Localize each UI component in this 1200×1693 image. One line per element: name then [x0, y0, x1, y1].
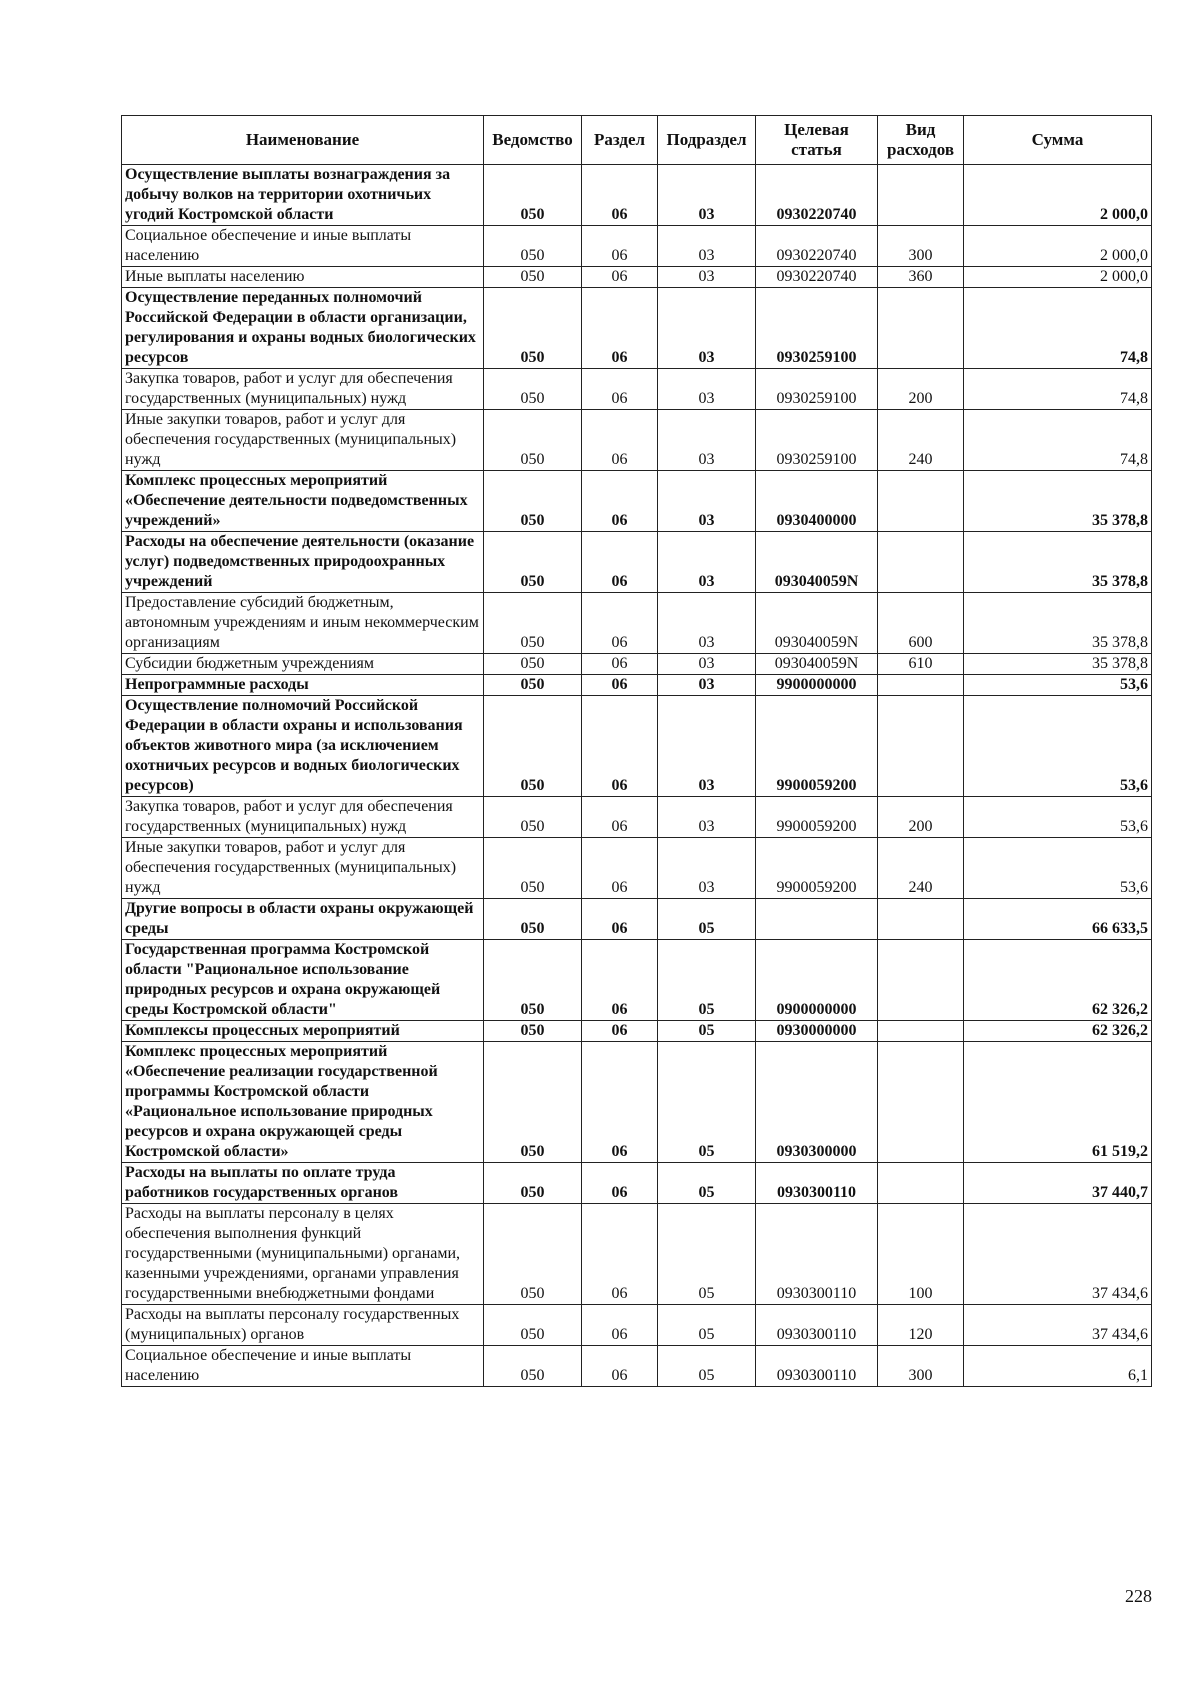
- cell-vid-raskhodov: 240: [878, 838, 964, 899]
- cell-celevaya-statya: 0930259100: [756, 369, 878, 410]
- cell-name: Расходы на выплаты персоналу государственных (муниципальных) органов: [122, 1305, 484, 1346]
- cell-podrazdel: 05: [658, 1204, 756, 1305]
- header-vid-raskhodov: Вид расходов: [878, 116, 964, 165]
- table-row: [122, 838, 1152, 899]
- cell-podrazdel: 03: [658, 369, 756, 410]
- cell-razdel: 06: [582, 838, 658, 899]
- cell-vid-raskhodov: 300: [878, 1346, 964, 1387]
- table-row: [122, 165, 1152, 226]
- cell-summa: 53,6: [964, 838, 1152, 899]
- cell-podrazdel: 03: [658, 797, 756, 838]
- cell-razdel: 06: [582, 410, 658, 471]
- cell-celevaya-statya: 0930220740: [756, 267, 878, 288]
- cell-celevaya-statya: 0930400000: [756, 471, 878, 532]
- cell-summa: 35 378,8: [964, 593, 1152, 654]
- cell-podrazdel: 03: [658, 675, 756, 696]
- cell-podrazdel: 03: [658, 838, 756, 899]
- cell-vedomstvo: 050: [484, 288, 582, 369]
- cell-razdel: 06: [582, 267, 658, 288]
- cell-celevaya-statya: 0930220740: [756, 226, 878, 267]
- cell-summa: 74,8: [964, 410, 1152, 471]
- cell-podrazdel: 03: [658, 593, 756, 654]
- cell-razdel: 06: [582, 675, 658, 696]
- table-row: [122, 1021, 1152, 1042]
- table-row: [122, 1204, 1152, 1305]
- cell-celevaya-statya: 0930300110: [756, 1346, 878, 1387]
- header-name: Наименование: [122, 116, 484, 165]
- cell-podrazdel: 03: [658, 654, 756, 675]
- cell-vid-raskhodov: [878, 696, 964, 797]
- cell-name: Непрограммные расходы: [122, 675, 484, 696]
- table-row: [122, 654, 1152, 675]
- header-celevaya-statya: Целевая статья: [756, 116, 878, 165]
- cell-celevaya-statya: 9900059200: [756, 696, 878, 797]
- table-row: [122, 797, 1152, 838]
- cell-podrazdel: 03: [658, 532, 756, 593]
- cell-podrazdel: 03: [658, 267, 756, 288]
- cell-name: Социальное обеспечение и иные выплаты населению: [122, 226, 484, 267]
- table-row: [122, 410, 1152, 471]
- cell-summa: 35 378,8: [964, 471, 1152, 532]
- cell-vedomstvo: 050: [484, 654, 582, 675]
- cell-celevaya-statya: 0930300110: [756, 1163, 878, 1204]
- cell-name: Расходы на выплаты персоналу в целях обеспечения выполнения функций государственными (муниципальными) органами, казенными учреждениями, органами управления государственными внебюджетными фондами: [122, 1204, 484, 1305]
- cell-celevaya-statya: 093040059N: [756, 654, 878, 675]
- cell-vid-raskhodov: [878, 288, 964, 369]
- cell-vedomstvo: 050: [484, 226, 582, 267]
- cell-celevaya-statya: 093040059N: [756, 532, 878, 593]
- cell-celevaya-statya: 0930300000: [756, 1042, 878, 1163]
- cell-summa: 2 000,0: [964, 165, 1152, 226]
- cell-name: Предоставление субсидий бюджетным, автономным учреждениям и иным некоммерческим организациям: [122, 593, 484, 654]
- cell-razdel: 06: [582, 797, 658, 838]
- cell-podrazdel: 05: [658, 1305, 756, 1346]
- cell-summa: 74,8: [964, 288, 1152, 369]
- cell-summa: 53,6: [964, 675, 1152, 696]
- cell-razdel: 06: [582, 899, 658, 940]
- cell-vedomstvo: 050: [484, 797, 582, 838]
- cell-razdel: 06: [582, 532, 658, 593]
- cell-vid-raskhodov: [878, 1021, 964, 1042]
- table-row: [122, 1346, 1152, 1387]
- cell-vid-raskhodov: [878, 940, 964, 1021]
- cell-summa: 37 434,6: [964, 1305, 1152, 1346]
- cell-vedomstvo: 050: [484, 1346, 582, 1387]
- cell-razdel: 06: [582, 165, 658, 226]
- header-razdel: Раздел: [582, 116, 658, 165]
- cell-vedomstvo: 050: [484, 940, 582, 1021]
- cell-summa: 53,6: [964, 696, 1152, 797]
- cell-vedomstvo: 050: [484, 1163, 582, 1204]
- header-vedomstvo: Ведомство: [484, 116, 582, 165]
- table-row: [122, 1042, 1152, 1163]
- cell-celevaya-statya: 9900059200: [756, 797, 878, 838]
- cell-name: Осуществление выплаты вознаграждения за добычу волков на территории охотничьих угодий Костромской области: [122, 165, 484, 226]
- table-row: [122, 471, 1152, 532]
- cell-celevaya-statya: 0930000000: [756, 1021, 878, 1042]
- cell-vedomstvo: 050: [484, 838, 582, 899]
- cell-summa: 74,8: [964, 369, 1152, 410]
- cell-podrazdel: 03: [658, 696, 756, 797]
- cell-razdel: 06: [582, 1305, 658, 1346]
- cell-podrazdel: 05: [658, 1163, 756, 1204]
- cell-vid-raskhodov: 120: [878, 1305, 964, 1346]
- cell-vedomstvo: 050: [484, 165, 582, 226]
- cell-vid-raskhodov: [878, 1163, 964, 1204]
- cell-vedomstvo: 050: [484, 593, 582, 654]
- cell-summa: 6,1: [964, 1346, 1152, 1387]
- cell-razdel: 06: [582, 471, 658, 532]
- cell-podrazdel: 03: [658, 165, 756, 226]
- cell-celevaya-statya: 0930300110: [756, 1305, 878, 1346]
- cell-razdel: 06: [582, 369, 658, 410]
- cell-name: Закупка товаров, работ и услуг для обеспечения государственных (муниципальных) нужд: [122, 369, 484, 410]
- cell-name: Иные закупки товаров, работ и услуг для обеспечения государственных (муниципальных) нужд: [122, 410, 484, 471]
- table-row: [122, 267, 1152, 288]
- cell-vedomstvo: 050: [484, 532, 582, 593]
- table-row: [122, 288, 1152, 369]
- cell-vid-raskhodov: [878, 165, 964, 226]
- table-row: [122, 696, 1152, 797]
- cell-podrazdel: 03: [658, 288, 756, 369]
- cell-name: Расходы на обеспечение деятельности (оказание услуг) подведомственных природоохранных учреждений: [122, 532, 484, 593]
- table-row: [122, 369, 1152, 410]
- cell-summa: 2 000,0: [964, 226, 1152, 267]
- cell-name: Комплекс процессных мероприятий «Обеспечение реализации государственной программы Костромской области «Рациональное использование природных ресурсов и охрана окружающей среды Костромской области»: [122, 1042, 484, 1163]
- cell-podrazdel: 03: [658, 410, 756, 471]
- cell-celevaya-statya: 093040059N: [756, 593, 878, 654]
- cell-name: Осуществление переданных полномочий Российской Федерации в области организации, регулирования и охраны водных биологических ресурсов: [122, 288, 484, 369]
- cell-vedomstvo: 050: [484, 267, 582, 288]
- cell-vedomstvo: 050: [484, 471, 582, 532]
- header-podrazdel: Подраздел: [658, 116, 756, 165]
- cell-vid-raskhodov: 600: [878, 593, 964, 654]
- cell-vid-raskhodov: 360: [878, 267, 964, 288]
- cell-vid-raskhodov: 100: [878, 1204, 964, 1305]
- cell-vid-raskhodov: [878, 899, 964, 940]
- table-row: [122, 1163, 1152, 1204]
- cell-razdel: 06: [582, 1346, 658, 1387]
- cell-summa: 35 378,8: [964, 654, 1152, 675]
- cell-summa: 62 326,2: [964, 1021, 1152, 1042]
- cell-vedomstvo: 050: [484, 1021, 582, 1042]
- cell-vid-raskhodov: 300: [878, 226, 964, 267]
- table-body: [122, 165, 1152, 1387]
- page-number: 228: [1125, 1586, 1152, 1606]
- cell-razdel: 06: [582, 1204, 658, 1305]
- cell-vid-raskhodov: [878, 532, 964, 593]
- cell-name: Иные закупки товаров, работ и услуг для обеспечения государственных (муниципальных) нужд: [122, 838, 484, 899]
- cell-podrazdel: 03: [658, 226, 756, 267]
- cell-razdel: 06: [582, 1042, 658, 1163]
- cell-name: Иные выплаты населению: [122, 267, 484, 288]
- cell-summa: 62 326,2: [964, 940, 1152, 1021]
- cell-vid-raskhodov: [878, 1042, 964, 1163]
- cell-vedomstvo: 050: [484, 675, 582, 696]
- cell-celevaya-statya: 9900059200: [756, 838, 878, 899]
- table-row: [122, 1305, 1152, 1346]
- cell-razdel: 06: [582, 226, 658, 267]
- cell-vid-raskhodov: 200: [878, 369, 964, 410]
- cell-podrazdel: 05: [658, 1346, 756, 1387]
- cell-celevaya-statya: [756, 899, 878, 940]
- cell-vedomstvo: 050: [484, 1042, 582, 1163]
- cell-name: Субсидии бюджетным учреждениям: [122, 654, 484, 675]
- cell-razdel: 06: [582, 940, 658, 1021]
- cell-podrazdel: 05: [658, 899, 756, 940]
- table-row: [122, 226, 1152, 267]
- table-row: [122, 675, 1152, 696]
- cell-name: Государственная программа Костромской области "Рациональное использование природных ресурсов и охрана окружающей среды Костромской области": [122, 940, 484, 1021]
- cell-vid-raskhodov: 610: [878, 654, 964, 675]
- cell-razdel: 06: [582, 593, 658, 654]
- cell-celevaya-statya: 0930259100: [756, 288, 878, 369]
- cell-vedomstvo: 050: [484, 1204, 582, 1305]
- cell-celevaya-statya: 0930300110: [756, 1204, 878, 1305]
- cell-summa: 61 519,2: [964, 1042, 1152, 1163]
- cell-summa: 37 440,7: [964, 1163, 1152, 1204]
- cell-vid-raskhodov: [878, 675, 964, 696]
- cell-summa: 37 434,6: [964, 1204, 1152, 1305]
- cell-vedomstvo: 050: [484, 1305, 582, 1346]
- cell-razdel: 06: [582, 288, 658, 369]
- cell-vid-raskhodov: 200: [878, 797, 964, 838]
- table-row: [122, 899, 1152, 940]
- header-summa: Сумма: [964, 116, 1152, 165]
- cell-vid-raskhodov: [878, 471, 964, 532]
- cell-podrazdel: 05: [658, 940, 756, 1021]
- cell-name: Комплекс процессных мероприятий «Обеспечение деятельности подведомственных учреждений»: [122, 471, 484, 532]
- cell-name: Расходы на выплаты по оплате труда работников государственных органов: [122, 1163, 484, 1204]
- cell-summa: 66 633,5: [964, 899, 1152, 940]
- cell-name: Комплексы процессных мероприятий: [122, 1021, 484, 1042]
- cell-summa: 2 000,0: [964, 267, 1152, 288]
- cell-name: Закупка товаров, работ и услуг для обеспечения государственных (муниципальных) нужд: [122, 797, 484, 838]
- cell-celevaya-statya: 0900000000: [756, 940, 878, 1021]
- cell-vedomstvo: 050: [484, 899, 582, 940]
- cell-celevaya-statya: 0930220740: [756, 165, 878, 226]
- cell-vedomstvo: 050: [484, 696, 582, 797]
- cell-name: Социальное обеспечение и иные выплаты населению: [122, 1346, 484, 1387]
- cell-celevaya-statya: 0930259100: [756, 410, 878, 471]
- cell-summa: 35 378,8: [964, 532, 1152, 593]
- cell-podrazdel: 03: [658, 471, 756, 532]
- budget-table: [121, 115, 1152, 1387]
- cell-razdel: 06: [582, 1021, 658, 1042]
- cell-celevaya-statya: 9900000000: [756, 675, 878, 696]
- cell-vid-raskhodov: 240: [878, 410, 964, 471]
- cell-razdel: 06: [582, 696, 658, 797]
- cell-vedomstvo: 050: [484, 369, 582, 410]
- table-row: [122, 593, 1152, 654]
- cell-podrazdel: 05: [658, 1021, 756, 1042]
- table-row: [122, 532, 1152, 593]
- cell-razdel: 06: [582, 1163, 658, 1204]
- cell-podrazdel: 05: [658, 1042, 756, 1163]
- cell-vedomstvo: 050: [484, 410, 582, 471]
- cell-name: Другие вопросы в области охраны окружающей среды: [122, 899, 484, 940]
- cell-name: Осуществление полномочий Российской Федерации в области охраны и использования объектов животного мира (за исключением охотничьих ресурсов и водных биологических ресурсов): [122, 696, 484, 797]
- cell-razdel: 06: [582, 654, 658, 675]
- cell-summa: 53,6: [964, 797, 1152, 838]
- header-row: [122, 116, 1152, 165]
- table-row: [122, 940, 1152, 1021]
